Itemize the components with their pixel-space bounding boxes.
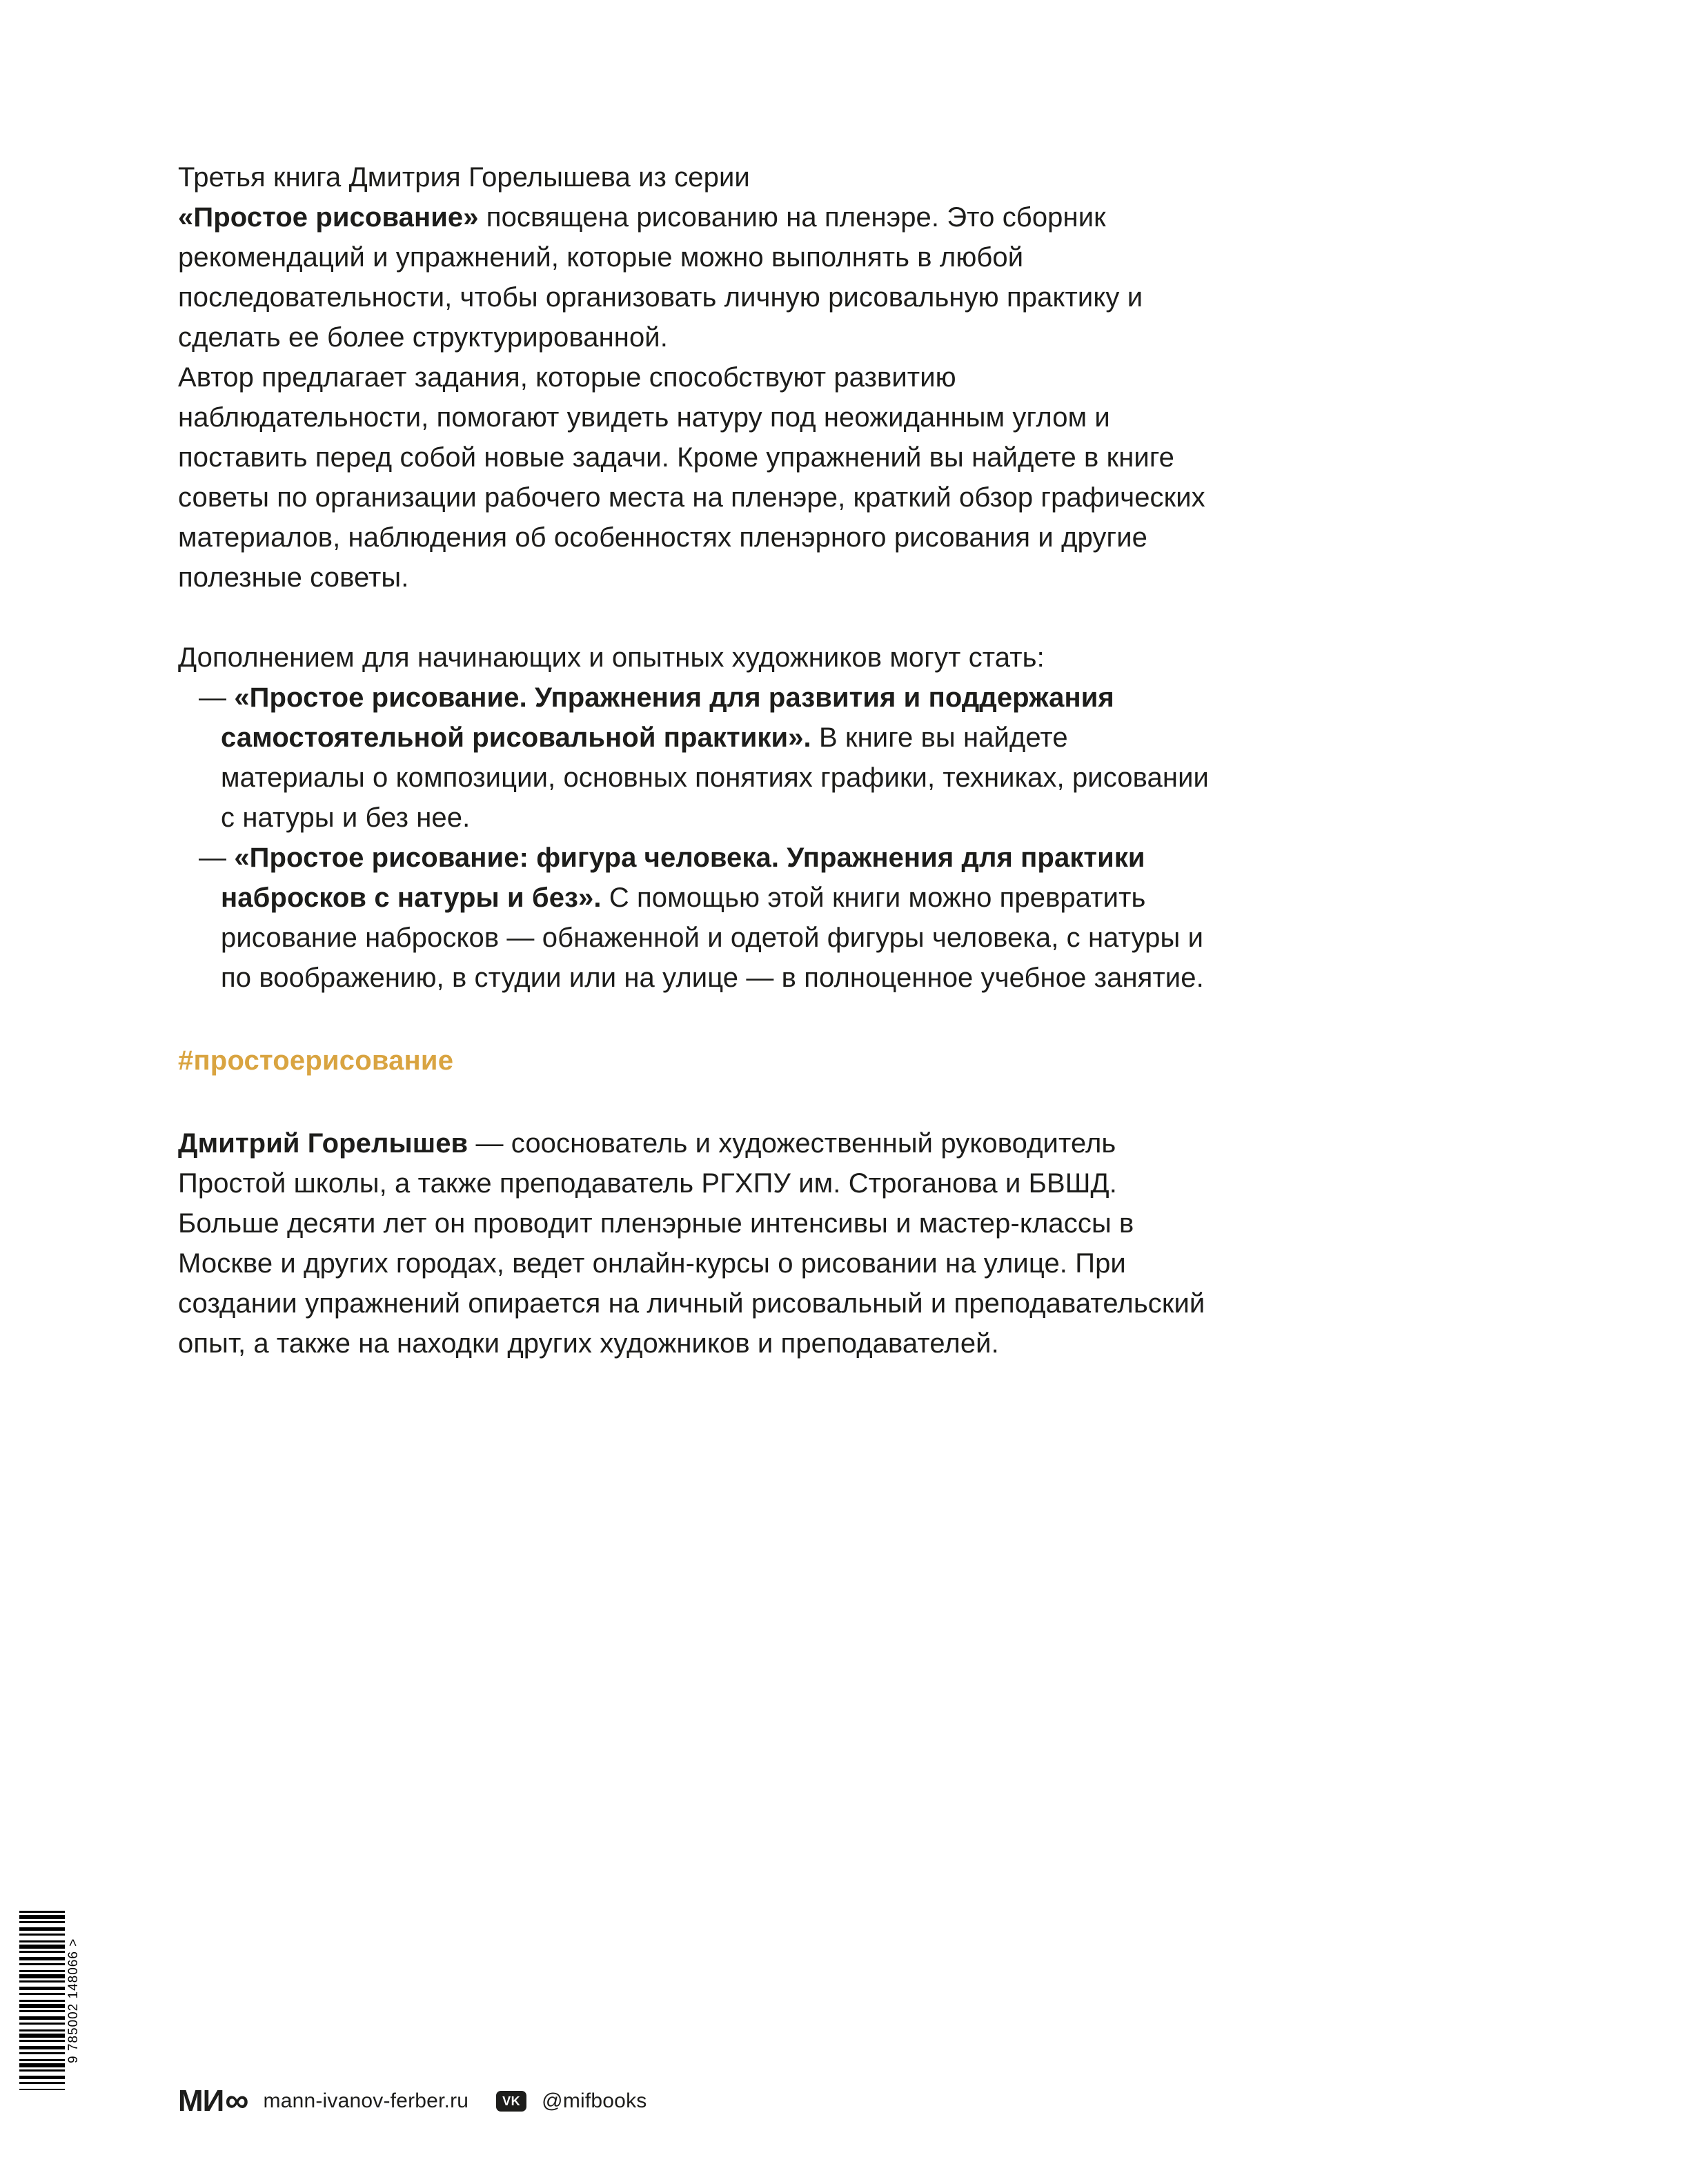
list-item [199, 678, 1213, 838]
infinity-icon: ∞ [225, 2083, 248, 2119]
related-book-description: С помощью этой книги можно превратить рисование набросков — обнаженной и одетой фигуры человека, с натуры и по воображению, в студии или на улице — в полноценное учебное занятие. [221, 883, 1204, 993]
list-item [199, 838, 1213, 998]
related-book-title-bold: «Простое рисование. Упражнения для развития и поддержания самостоятельной рисовальной практики». [221, 682, 1114, 753]
isbn-number: 9 785002 148066 > [66, 1938, 81, 2063]
vk-icon[interactable]: VK [496, 2091, 526, 2112]
blurb-paragraph-3-text: Дополнением для начинающих и опытных художников могут стать: [178, 642, 1045, 673]
blurb-intro-paragraph [178, 157, 1213, 357]
spacer [178, 1081, 1213, 1123]
related-book-description: В книге вы найдете материалы о композиции, основных понятиях графики, техниках, рисовании с натуры и без нее. [221, 722, 1209, 833]
related-books-list [178, 678, 1213, 998]
publisher-footer [178, 2082, 647, 2121]
blurb-paragraph-2 [178, 357, 1213, 598]
series-title-bold: «Простое рисование» [178, 202, 479, 233]
blurb-paragraph-2-text: Автор предлагает задания, которые способствуют развитию наблюдательности, помогают увидеть натуру под неожиданным углом и поставить перед собой новые задачи. Кроме упражнений вы найдете в книге советы по организации рабочего места на пленэре, краткий обзор графических материалов, наблюдения об особенностях пленэрного рисования и другие полезные советы. [178, 362, 1205, 593]
isbn-barcode [19, 1911, 86, 2090]
mif-logo-text: МИ [178, 2084, 224, 2118]
back-cover-text-column [178, 157, 1213, 1364]
related-book-title-bold: «Простое рисование: фигура человека. Упражнения для практики набросков с натуры и без». [221, 843, 1145, 913]
blurb-paragraph-3 [178, 638, 1213, 678]
blurb-intro-line-b: посвящена рисованию на пленэре. Это сборник рекомендаций и упражнений, которые можно выполнять в любой последовательности, чтобы организовать личную рисовальную практику и сделать ее более структурированной. [178, 202, 1143, 353]
blurb-intro-line-a: Третья книга Дмитрия Горелышева из серии [178, 162, 750, 193]
social-handle[interactable]: @mifbooks [542, 2089, 647, 2112]
barcode-bars [19, 1911, 65, 2090]
mif-logo [178, 2085, 248, 2118]
bullet-dash: — [199, 682, 227, 713]
author-bio-paragraph [178, 1123, 1213, 1364]
spacer [178, 998, 1213, 1041]
spacer [178, 598, 1213, 638]
hashtag-label: #простоерисование [178, 1045, 454, 1076]
author-name-bold: Дмитрий Горелышев [178, 1128, 468, 1159]
author-bio-text: — сооснователь и художественный руководитель Простой школы, а также преподаватель РГХПУ им. Строганова и БВШД. Больше десяти лет он проводит пленэрные интенсивы и мастер-классы в Москве и других городах, ведет онлайн-курсы о рисовании на улице. При создании упражнений опирается на личный рисовальный и преподавательский опыт, а также на находки других художников и преподавателей. [178, 1128, 1205, 1359]
bullet-dash: — [199, 843, 227, 873]
publisher-website[interactable]: mann-ivanov-ferber.ru [263, 2089, 469, 2112]
